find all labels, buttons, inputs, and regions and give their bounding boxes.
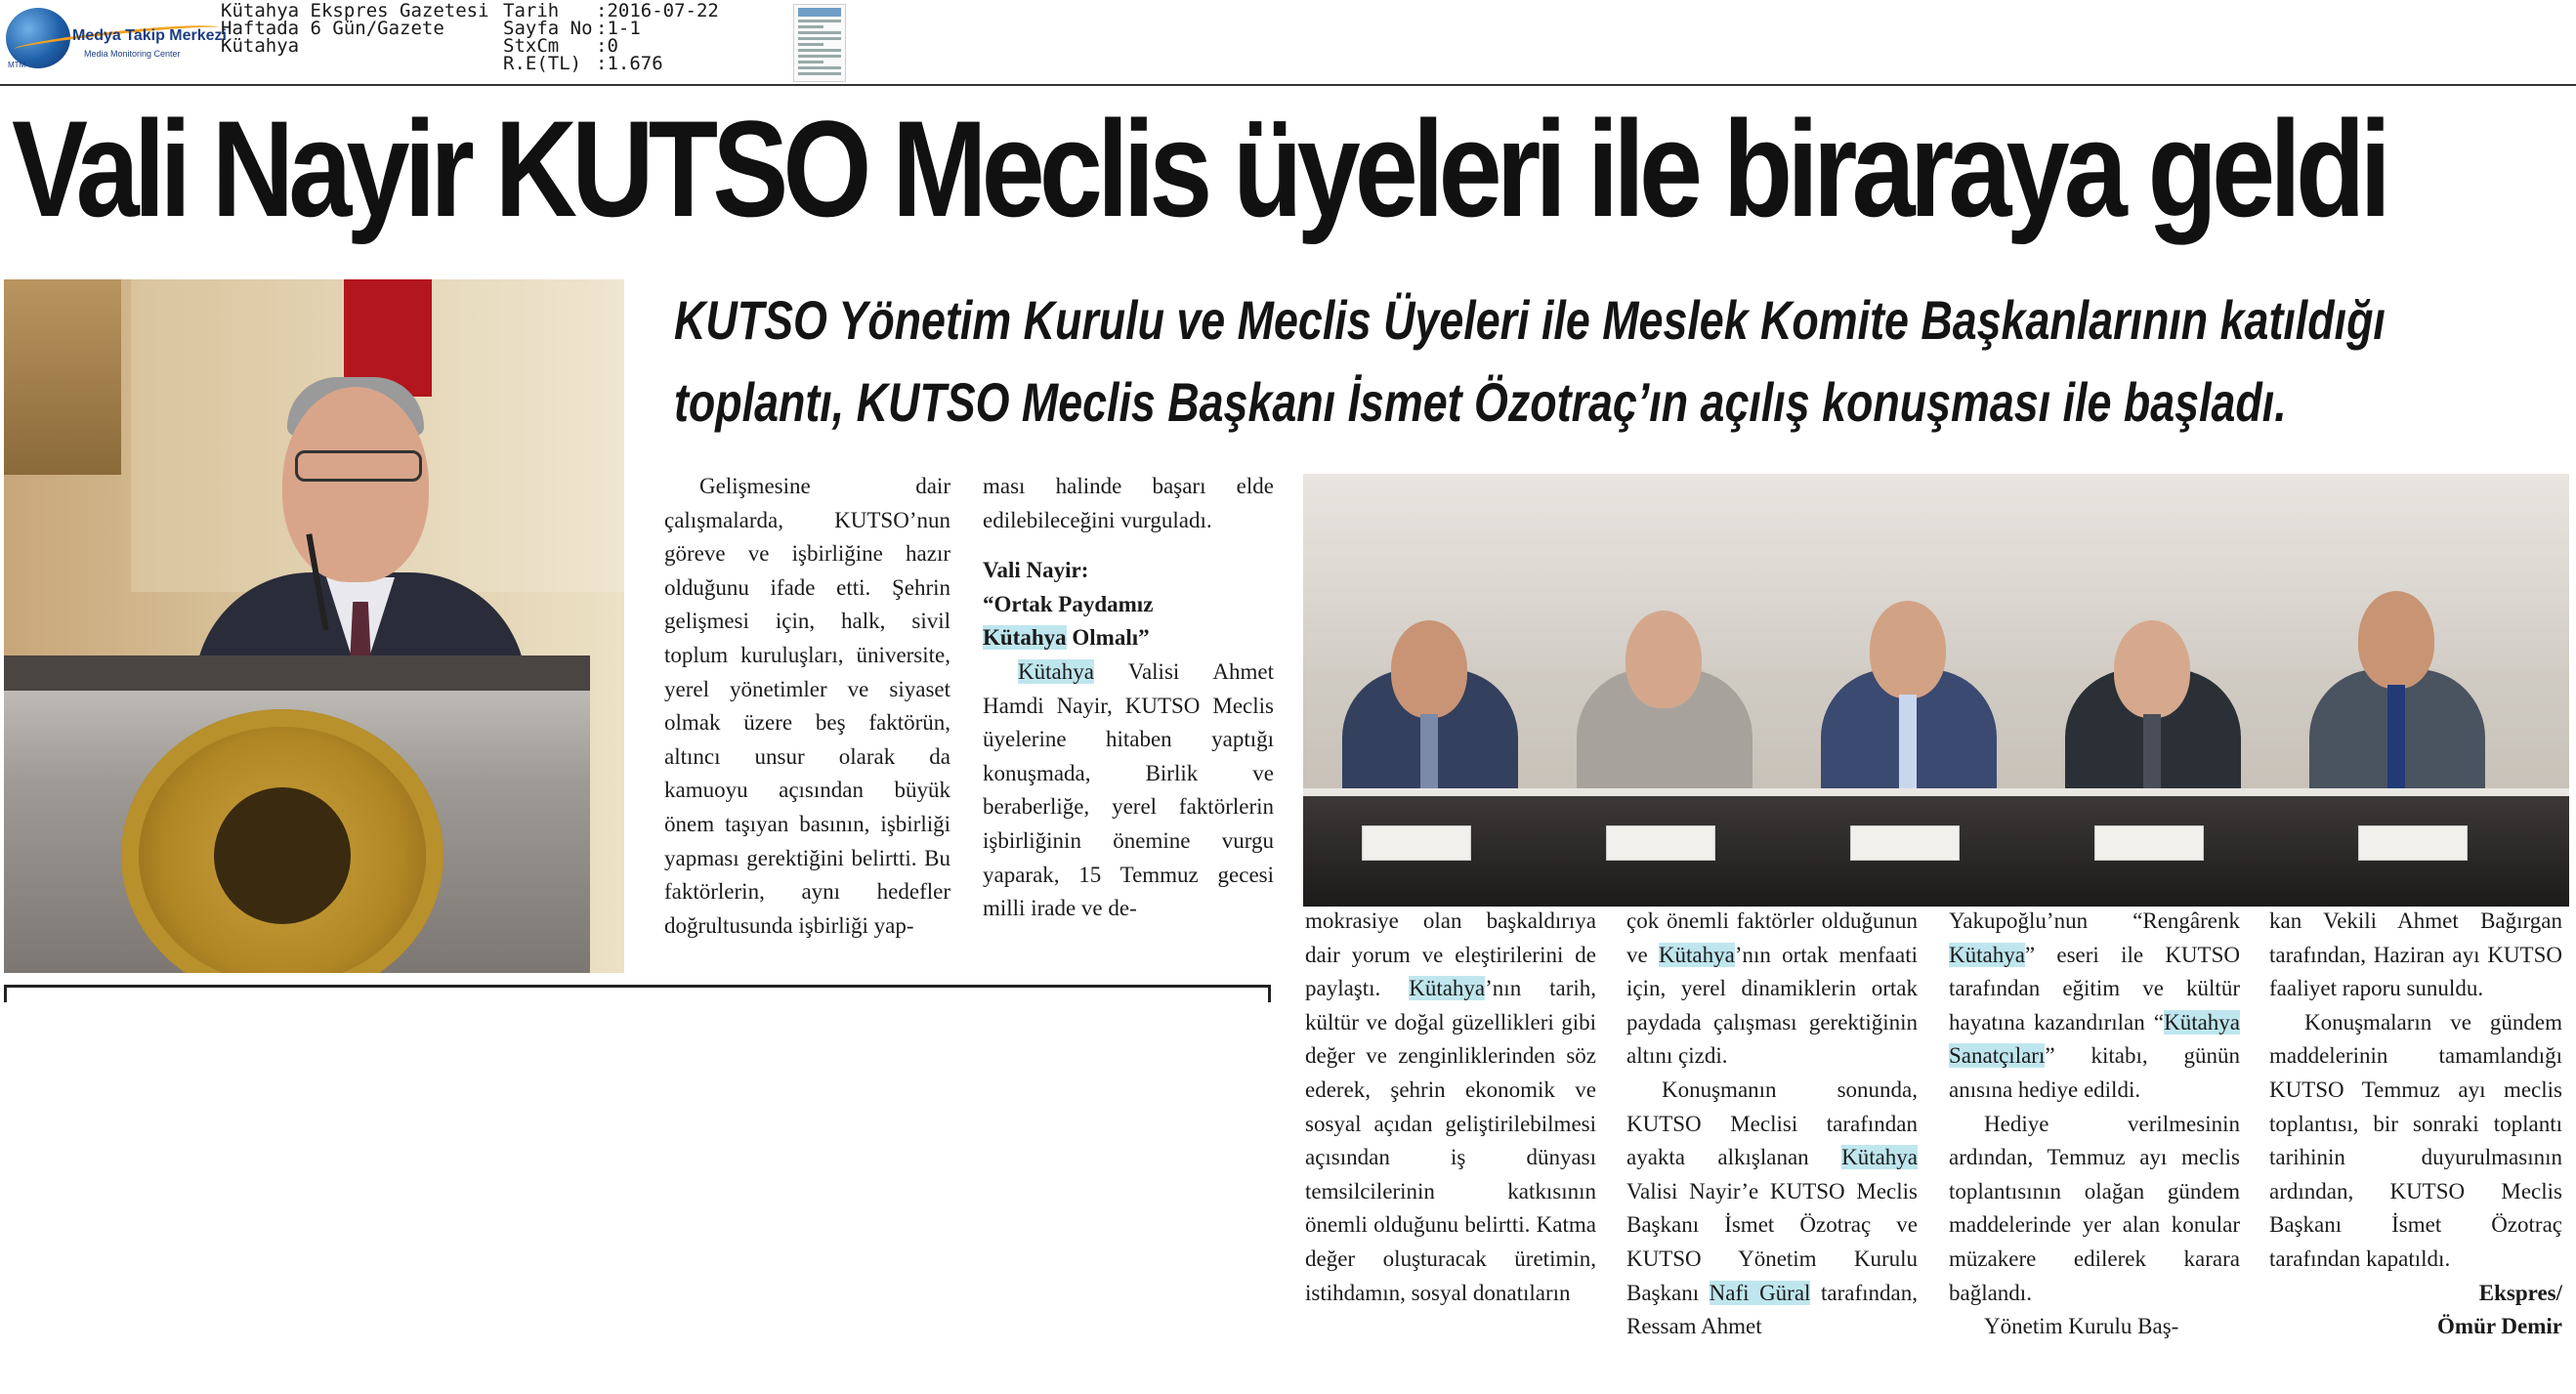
- col4-paragraph-b: Konuşmanın sonunda, KUTSO Meclisi tarafından ayakta alkışlanan Kütahya Valisi Nayir’e KUTSO Meclis Başkanı İsmet Özotraç ve KUTSO Yönetim Kurulu Başkanı Nafi Güral tarafından, Ressam Ahmet: [1626, 1077, 1918, 1339]
- source-frequency: Haftada 6 Gün/Gazete: [221, 18, 444, 39]
- clip-border-top: [4, 985, 1270, 988]
- subheading-line-1: Vali Nayir:: [983, 558, 1089, 583]
- meta-row-date: Tarih :2016-07-22: [503, 0, 719, 21]
- column-6: [2269, 905, 2562, 1344]
- mtm-logo: [6, 6, 227, 69]
- clipping-header: [0, 0, 2576, 86]
- deck-line-2: toplantı, KUTSO Meclis Başkanı İsmet Özotraç’ın açılış konuşması ile başladı.: [674, 371, 2287, 433]
- column-1: [664, 470, 950, 943]
- column-5: [1949, 905, 2240, 1344]
- col2-paragraph-a: ması halinde başarı elde edilebileceğini vurguladı.: [983, 474, 1274, 532]
- source-info: [221, 2, 489, 55]
- article-deck: [674, 279, 2573, 455]
- meta-row-value: R.E(TL) :1.676: [503, 53, 663, 74]
- subheading-line-3: Kütahya Olmalı”: [983, 625, 1150, 651]
- subheading-line-2: “Ortak Paydamız: [983, 591, 1154, 616]
- page-thumbnail[interactable]: [793, 4, 846, 82]
- speaker-photo: [4, 279, 624, 973]
- source-name: Kütahya Ekspres Gazetesi: [221, 0, 489, 21]
- byline-author: Ömür Demir: [2437, 1314, 2562, 1339]
- col1-paragraph: Gelişmesine dair çalışmalarda, KUTSO’nun göreve ve işbirliğine hazır olduğunu ifade etti. Şehrin gelişmesi için, halk, sivil toplum kuruluşları, üniversite, yerel yönetimler ve siyaset olmak üzere beş faktörün, altıncı unsur olarak da kamuoyu açısından büyük önem taşıyan basının, işbirliği yapması gerektiğini belirtti. Bu faktörlerin, aynı hedefler doğrultusunda işbirliği yap-: [664, 474, 950, 938]
- clip-border-left: [4, 985, 7, 1002]
- column-2: [983, 470, 1274, 926]
- deck-line-1: KUTSO Yönetim Kurulu ve Meclis Üyeleri ile Meslek Komite Başkanlarının katıldığı: [674, 289, 2386, 351]
- source-city: Kütahya: [221, 35, 300, 57]
- byline-source: Ekspres/: [2478, 1280, 2562, 1305]
- col5-paragraph-a: Yakupoğlu’nun “Rengârenk Kütahya” eseri ile KUTSO tarafından eğitim ve kültür hayatına kazandırılan “Kütahya Sanatçıları” kitabı, günün anısına hediye edildi.: [1949, 908, 2240, 1102]
- article-headline: Vali Nayir KUTSO Meclis üyeleri ile biraraya geldi: [12, 92, 2386, 245]
- col3-paragraph: mokrasiye olan başkaldırıya dair yorum ve eleştirilerini de paylaştı. Kütahya’nın tarih, kültür ve doğal güzellikleri gibi değer ve zenginliklerinden söz ederek, şehrin ekonomik ve sosyal açıdan geliştirilebilmesi açısından iş dünyası temsilcilerinin katkısının önemli olduğunu belirtti. Katma değer oluşturacak üretimin, istihdamın, sosyal donatıların: [1305, 908, 1597, 1305]
- col6-paragraph-a: kan Vekili Ahmet Bağırgan tarafından, Haziran ayı KUTSO faaliyet raporu sunuldu.: [2269, 908, 2562, 1001]
- col5-paragraph-c: Yönetim Kurulu Baş-: [1984, 1314, 2179, 1339]
- column-3: [1305, 905, 1596, 1310]
- clipping-meta: [503, 2, 719, 72]
- logo-abbr: MTM: [8, 61, 26, 69]
- column-4: [1626, 905, 1918, 1344]
- col6-paragraph-b: Konuşmaların ve gündem maddelerinin tamamlandığı KUTSO Temmuz ayı meclis toplantısı, bir sonraki toplantı tarihinin duyurulmasının ardından, KUTSO Meclis Başkanı İsmet Özotraç tarafından kapatıldı.: [2269, 1009, 2562, 1271]
- logo-subtitle: Media Monitoring Center: [84, 49, 181, 59]
- meta-row-stxcm: StxCm :0: [503, 35, 618, 57]
- panel-photo: [1303, 474, 2569, 907]
- col2-paragraph-b: Kütahya Valisi Ahmet Hamdi Nayir, KUTSO Meclis üyelerine hitaben yaptığı konuşmada, Birlik ve beraberliğe, yerel faktörlerin işbirliğinin önemine vurgu yaparak, 15 Temmuz gecesi milli irade ve de-: [983, 658, 1274, 921]
- clip-border-right: [1268, 985, 1271, 1002]
- logo-name: Medya Takip Merkezi: [72, 27, 227, 44]
- col4-paragraph-a: çok önemli faktörler olduğunun ve Kütahya’nın ortak menfaati için, yerel dinamiklerin ortak paydada çalışması gerektiğinin altını çizdi.: [1626, 908, 1919, 1069]
- col5-paragraph-b: Hediye verilmesinin ardından, Temmuz ayı meclis toplantısının olağan gündem maddelerinde yer alan konular müzakere edilerek karara bağlandı.: [1949, 1111, 2240, 1305]
- meta-row-page: Sayfa No :1-1: [503, 18, 641, 39]
